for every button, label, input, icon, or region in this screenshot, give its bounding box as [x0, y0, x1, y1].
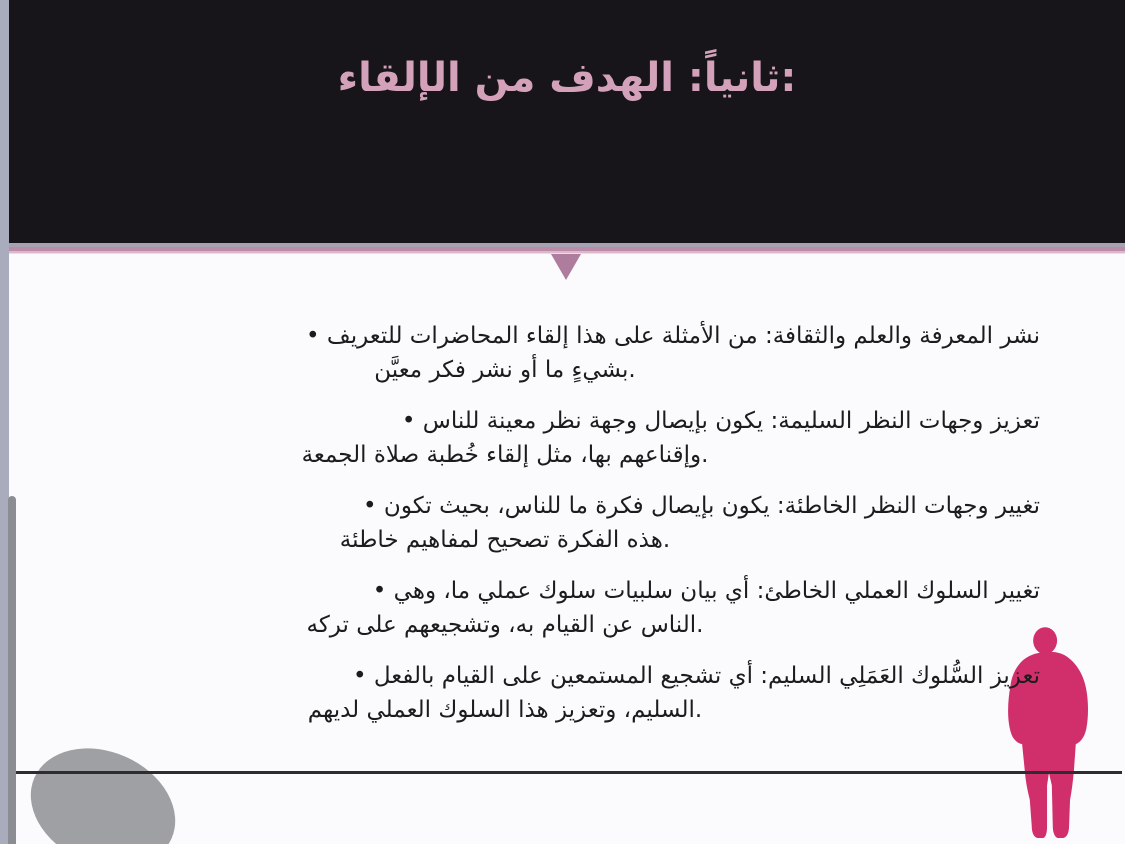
- bullet-line-1: تغيير السلوك العملي الخاطئ: أي بيان سلبيات سلوك عملي ما، وهي •: [372, 578, 1040, 604]
- bullet-line-1: تغيير وجهات النظر الخاطئة: يكون بإيصال فكرة ما للناس، بحيث تكون •: [363, 493, 1040, 519]
- bullet-item: [150, 659, 1040, 727]
- bullet-list: [150, 319, 1040, 744]
- bullet-line-1: نشر المعرفة والعلم والثقافة: من الأمثلة على هذا إلقاء المحاضرات للتعريف •: [306, 323, 1040, 349]
- bullet-line-1: تعزيز السُّلوك العَمَلِي السليم: أي تشجيع المستمعين على القيام بالفعل •: [352, 663, 1040, 689]
- slide-title: :ثانياً: الهدف من الإلقاء: [337, 55, 797, 101]
- bullet-item: [150, 404, 1040, 472]
- bullet-item: [150, 574, 1040, 642]
- slide-header-band: [9, 0, 1125, 243]
- divider-arrow-down-icon: [551, 254, 581, 280]
- bullet-line-2: .بشيءٍ ما أو نشر فكر معيَّن: [374, 357, 636, 383]
- bullet-line-2: .الناس عن القيام به، وتشجيعهم على تركه: [306, 612, 704, 638]
- bullet-line-2: .السليم، وتعزيز هذا السلوك العملي لديهم: [307, 697, 703, 723]
- footer-divider-line: [8, 771, 1122, 774]
- bullet-item: [150, 489, 1040, 557]
- bullet-line-2: .وإقناعهم بها، مثل إلقاء خُطبة صلاة الجمعة: [301, 442, 709, 468]
- bullet-item: [150, 319, 1040, 387]
- bullet-line-1: تعزيز وجهات النظر السليمة: يكون بإيصال وجهة نظر معينة للناس •: [401, 408, 1040, 434]
- scrollbar-thumb[interactable]: [8, 496, 16, 844]
- bullet-line-2: .هذه الفكرة تصحيح لمفاهيم خاطئة: [339, 527, 671, 553]
- header-divider-line: [9, 243, 1125, 254]
